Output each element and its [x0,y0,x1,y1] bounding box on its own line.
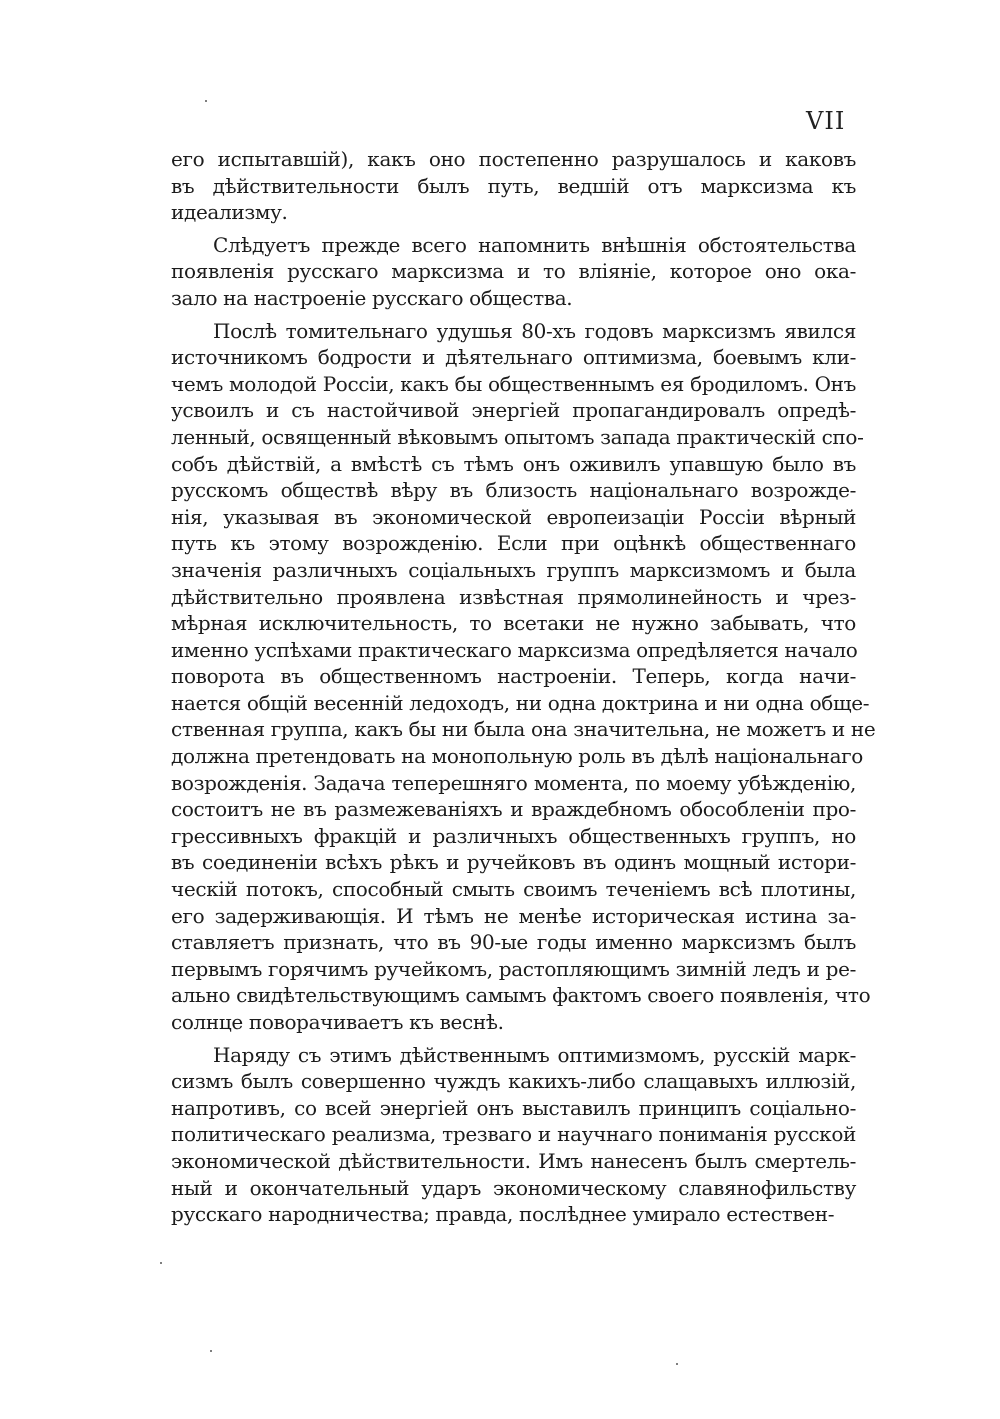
paragraph-p4 [171,1042,856,1228]
text-line: въ дѣйствительности былъ путь, ведшій отъ марксизма къ [171,173,856,198]
text-line: источникомъ бодрости и дѣятельнаго оптимизма, боевымъ кли- [171,345,856,370]
text-line: именно успѣхами практическаго марксизма опредѣляется начало [171,637,858,662]
text-line: экономической дѣйствительности. Имъ нанесенъ былъ смертель- [171,1148,856,1173]
text-line: напротивъ, со всей энергіей онъ выставилъ принципъ соціально- [171,1095,856,1120]
text-line: ный и окончательный ударъ экономическому славянофильству [171,1175,856,1200]
text-line: зало на настроеніе русскаго общества. [171,285,573,310]
paper-speck [210,1350,212,1352]
text-line: дѣйствительно проявлена извѣстная прямолинейность и чрез- [171,584,856,609]
text-line: ально свидѣтельствующимъ самымъ фактомъ своего появленія, что [171,983,871,1008]
text-line: появленія русскаго марксизма и то вліяніе, которое оно ока- [171,259,856,284]
paper-speck [160,1262,162,1264]
paragraph-p1 [171,146,856,226]
text-line: политическаго реализма, трезваго и научнаго пониманія русской [171,1122,856,1147]
text-line: усвоилъ и съ настойчивой энергіей пропагандировалъ опредѣ- [171,398,856,423]
text-line: солнце поворачиваетъ къ веснѣ. [171,1010,504,1034]
text-line: грессивныхъ фракцій и различныхъ общественныхъ группъ, но [171,823,856,848]
text-line: состоитъ не въ размежеваніяхъ и враждебномъ обособленіи про- [171,797,856,822]
paragraph-p3 [171,318,876,1036]
text-line: идеализму. [171,200,288,225]
text-line: его задерживающія. И тѣмъ не менѣе историческая истина за- [171,903,856,928]
text-line: нается общій весенній ледоходъ, ни одна доктрина и ни одна обще- [171,690,870,715]
text-line: ческій потокъ, способный смыть своимъ теченіемъ всѣ плотины, [171,877,856,902]
text-line: значенія различныхъ соціальныхъ группъ марксизмомъ и была [171,557,856,582]
text-line: въ соединеніи всѣхъ рѣкъ и ручейковъ въ одинъ мощный истори- [171,850,856,875]
text-line: первымъ горячимъ ручейкомъ, растопляющимъ зимній ледъ и ре- [171,956,856,981]
paper-speck [676,1363,678,1365]
text-line: нія, указывая въ экономической европеизаціи Россіи вѣрный [171,504,856,529]
text-line: собъ дѣйствій, а вмѣстѣ съ тѣмъ онъ оживилъ упавшую было въ [171,451,856,476]
text-line: ставляетъ признать, что въ 90-ые годы именно марксизмъ былъ [171,930,856,955]
paper-speck [205,100,207,102]
text-line: его испытавшій), какъ оно постепенно разрушалось и каковъ [171,147,856,171]
text-line: чемъ молодой Россіи, какъ бы общественнымъ ея бродиломъ. Онъ [171,371,856,396]
text-line: путь къ этому возрожденію. Если при оцѣнкѣ общественнаго [171,531,856,556]
text-line: Послѣ томительнаго удушья 80-хъ годовъ марксизмъ явился [213,318,856,343]
text-line: поворота въ общественномъ настроеніи. Теперь, когда начи- [171,664,856,689]
text-line: возрожденія. Задача теперешняго момента, по моему убѣжденію, [171,770,856,795]
page-body-text [171,146,876,1228]
text-line: Слѣдуетъ прежде всего напомнить внѣшнія обстоятельства [213,232,856,257]
text-line: русскомъ обществѣ вѣру въ близость національнаго возрожде- [171,478,856,503]
text-line: мѣрная исключительность, то всетаки не нужно забывать, что [171,611,856,636]
text-line: сизмъ былъ совершенно чуждъ какихъ-либо слащавыхъ иллюзій, [171,1069,856,1094]
text-line: ленный, освященный вѣковымъ опытомъ запада практическій спо- [171,424,864,449]
text-line: должна претендовать на монопольную роль въ дѣлѣ національнаго [171,744,863,769]
text-line: русскаго народничества; правда, послѣднее умирало естествен- [171,1202,835,1227]
page-number: VII [806,107,846,135]
text-line: Наряду съ этимъ дѣйственнымъ оптимизмомъ, русскій марк- [213,1042,856,1067]
paragraph-p2 [171,232,856,312]
text-line: ственная группа, какъ бы ни была она значительна, не можетъ и не [171,717,876,742]
